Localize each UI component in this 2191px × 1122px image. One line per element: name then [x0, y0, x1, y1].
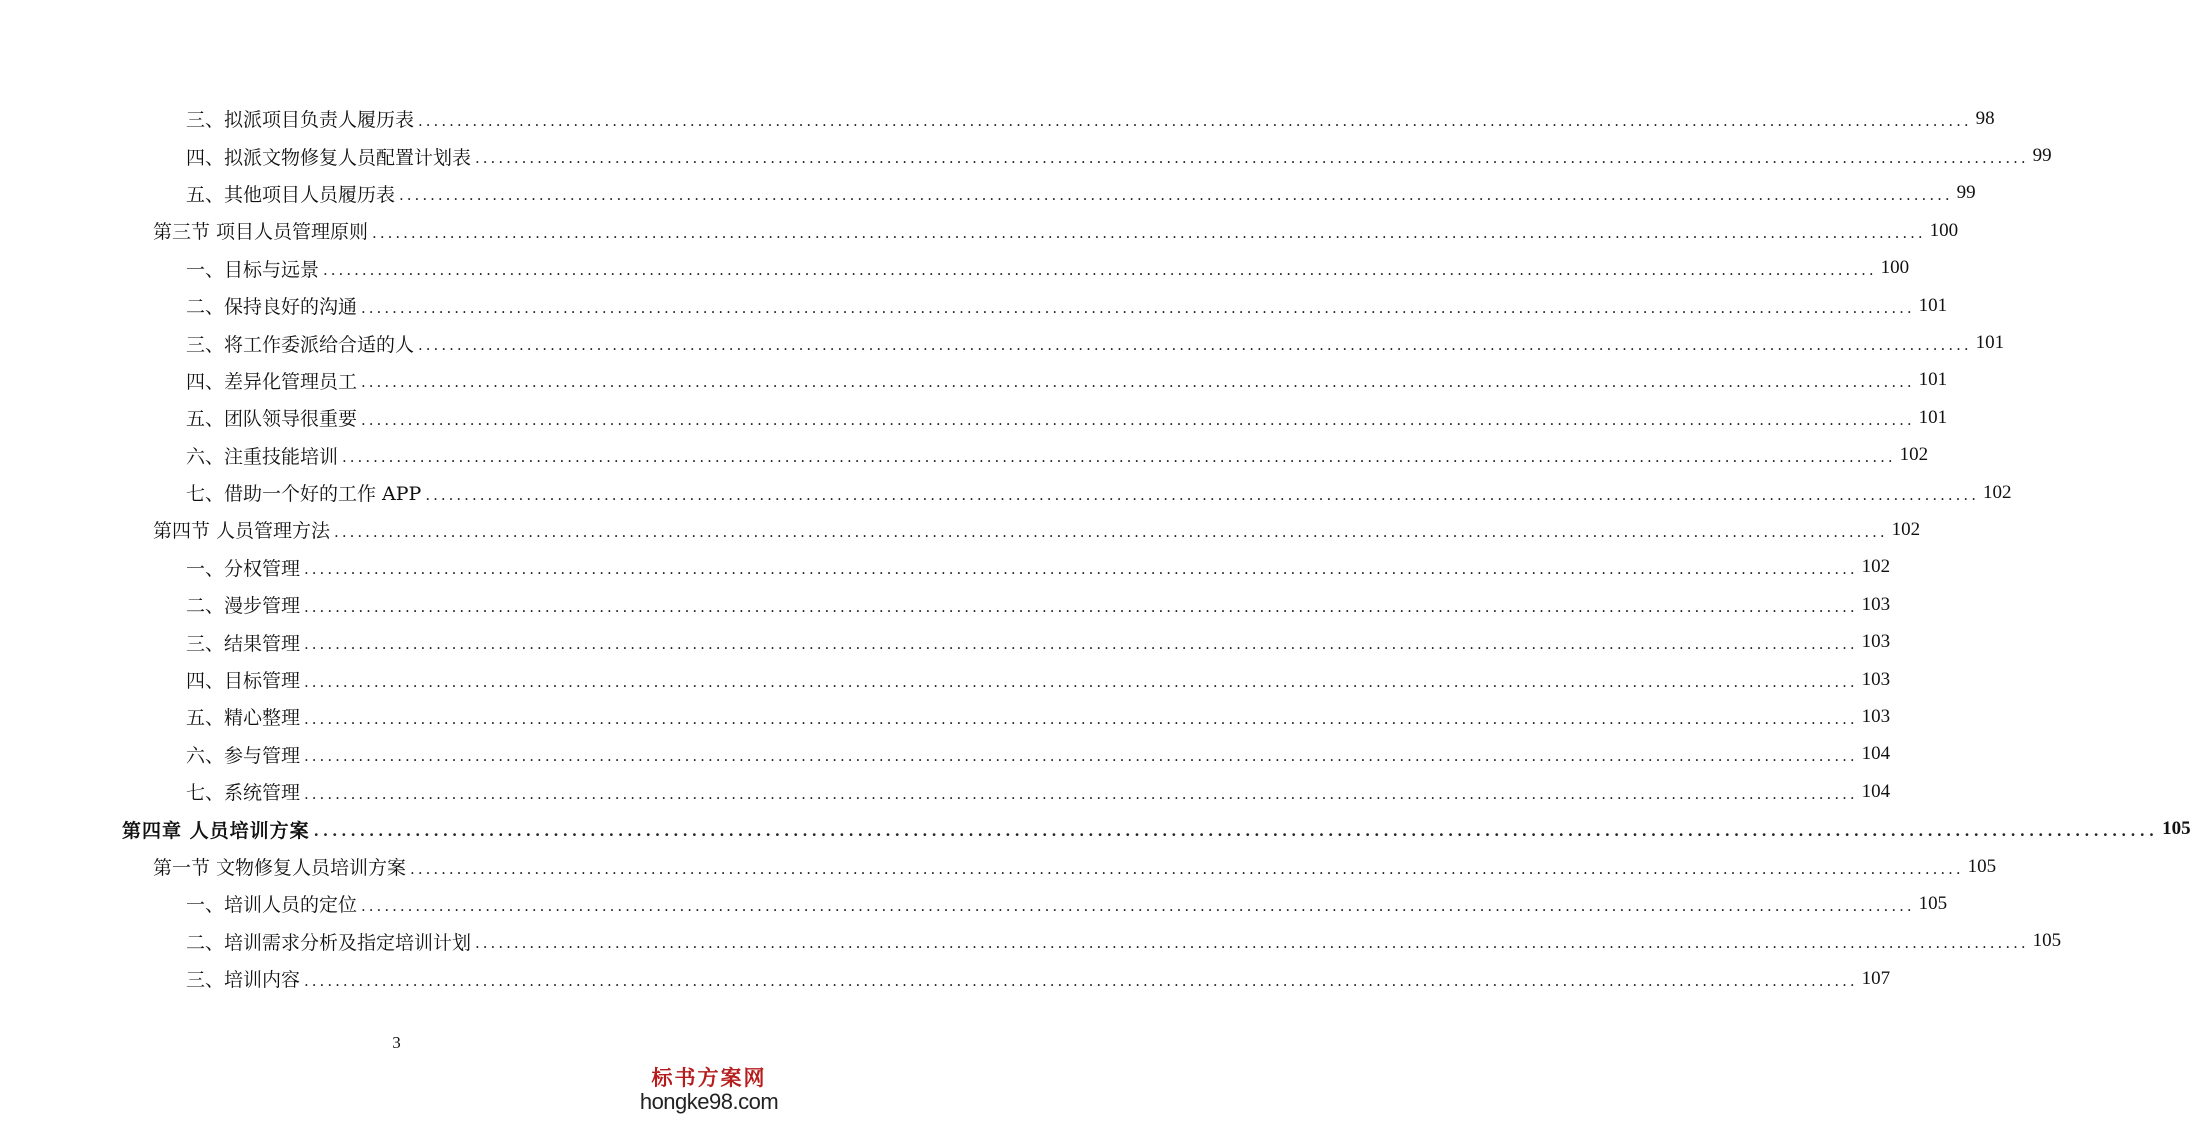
toc-entry-page: 103 — [1861, 593, 1891, 615]
toc-dot-leader: ........................................................................................................................................................................................................ — [334, 522, 1888, 541]
toc-entry-page: 105 — [1918, 892, 1948, 914]
toc-dot-leader: ........................................................................................................................................................................................................ — [313, 822, 2159, 841]
toc-entry-label: 一、分权管理 — [186, 554, 304, 581]
toc-entry-chapter — [0, 810, 2191, 847]
toc-dot-leader: ........................................................................................................................................................................................................ — [361, 410, 1915, 429]
toc-entry-label: 第一节 文物修复人员培训方案 — [153, 853, 410, 880]
toc-dot-leader: ........................................................................................................................................................................................................ — [304, 560, 1858, 579]
toc-entry-label: 三、结果管理 — [186, 629, 304, 656]
toc-dot-leader: ........................................................................................................................................................................................................ — [361, 298, 1915, 317]
watermark-url: hongke98.com — [639, 1089, 779, 1114]
toc-entry-item — [0, 287, 1948, 324]
toc-entry-page: 102 — [1982, 481, 2012, 503]
toc-entry-label: 二、保持良好的沟通 — [186, 292, 361, 319]
toc-dot-leader: ........................................................................................................................................................................................................ — [418, 111, 1972, 130]
toc-entry-page: 105 — [1967, 855, 1997, 877]
toc-entry-page: 102 — [1861, 556, 1891, 578]
toc-entry-page: 98 — [1975, 107, 1995, 129]
toc-entry-page: 105 — [2162, 818, 2191, 840]
toc-dot-leader: ........................................................................................................................................................................................................ — [304, 709, 1858, 728]
toc-dot-leader: ........................................................................................................................................................................................................ — [323, 261, 1877, 280]
watermark-name: 标书方案网 — [651, 1065, 767, 1090]
toc-entry-page: 101 — [1918, 406, 1948, 428]
toc-entry-label: 三、拟派项目负责人履历表 — [186, 105, 418, 132]
toc-dot-leader: ........................................................................................................................................................................................................ — [418, 336, 1972, 355]
toc-entry-label: 七、借助一个好的工作 APP — [186, 479, 425, 506]
toc-entry-page: 100 — [1929, 219, 1959, 241]
toc-entry-page: 101 — [1918, 369, 1948, 391]
toc-entry-page: 104 — [1861, 743, 1891, 765]
toc-dot-leader: ........................................................................................................................................................................................................ — [410, 859, 1964, 878]
toc-entry-label: 二、漫步管理 — [186, 591, 304, 618]
toc-dot-leader: ........................................................................................................................................................................................................ — [425, 485, 1979, 504]
toc-entry-label: 三、培训内容 — [186, 965, 304, 992]
toc-entry-page: 103 — [1861, 668, 1891, 690]
table-of-contents — [0, 100, 2191, 997]
toc-entry-page: 107 — [1861, 967, 1891, 989]
toc-entry-item — [0, 623, 1891, 660]
toc-entry-page: 103 — [1861, 631, 1891, 653]
toc-entry-label: 六、注重技能培训 — [186, 442, 342, 469]
toc-entry-item — [0, 549, 1891, 586]
toc-dot-leader: ........................................................................................................................................................................................................ — [304, 635, 1858, 654]
toc-entry-page: 104 — [1861, 780, 1891, 802]
toc-dot-leader: ........................................................................................................................................................................................................ — [475, 934, 2029, 953]
toc-dot-leader: ........................................................................................................................................................................................................ — [304, 784, 1858, 803]
toc-entry-label: 六、参与管理 — [186, 741, 304, 768]
toc-entry-label: 五、其他项目人员履历表 — [186, 180, 399, 207]
toc-entry-page: 101 — [1918, 294, 1948, 316]
watermark-logo — [639, 1066, 779, 1114]
toc-entry-page: 100 — [1880, 257, 1910, 279]
toc-entry-label: 第三节 项目人员管理原则 — [153, 217, 372, 244]
toc-entry-item — [0, 661, 1891, 698]
toc-dot-leader: ........................................................................................................................................................................................................ — [304, 597, 1858, 616]
toc-entry-label: 七、系统管理 — [186, 778, 304, 805]
toc-entry-item — [0, 250, 1910, 287]
toc-entry-item — [0, 175, 1976, 212]
toc-entry-item — [0, 586, 1891, 623]
toc-entry-section — [0, 848, 1997, 885]
toc-entry-label: 二、培训需求分析及指定培训计划 — [186, 928, 475, 955]
toc-entry-label: 第四节 人员管理方法 — [153, 516, 334, 543]
toc-entry-item — [0, 923, 2062, 960]
toc-entry-item — [0, 474, 2012, 511]
toc-dot-leader: ........................................................................................................................................................................................................ — [304, 971, 1858, 990]
toc-dot-leader: ........................................................................................................................................................................................................ — [342, 448, 1896, 467]
toc-dot-leader: ........................................................................................................................................................................................................ — [399, 186, 1953, 205]
toc-entry-section — [0, 212, 1959, 249]
toc-dot-leader: ........................................................................................................................................................................................................ — [372, 223, 1926, 242]
toc-entry-label: 一、目标与远景 — [186, 255, 323, 282]
toc-dot-leader: ........................................................................................................................................................................................................ — [304, 747, 1858, 766]
toc-entry-item — [0, 698, 1891, 735]
toc-entry-label: 四、目标管理 — [186, 666, 304, 693]
toc-dot-leader: ........................................................................................................................................................................................................ — [361, 896, 1915, 915]
toc-entry-item — [0, 736, 1891, 773]
toc-entry-item — [0, 100, 1995, 137]
toc-entry-label: 三、将工作委派给合适的人 — [186, 330, 418, 357]
toc-entry-item — [0, 362, 1948, 399]
toc-entry-page: 105 — [2032, 930, 2062, 952]
toc-entry-item — [0, 960, 1891, 997]
toc-entry-label: 一、培训人员的定位 — [186, 890, 361, 917]
page-number: 3 — [392, 1033, 401, 1052]
toc-entry-label: 四、拟派文物修复人员配置计划表 — [186, 143, 475, 170]
toc-entry-page: 103 — [1861, 705, 1891, 727]
toc-entry-item — [0, 324, 2005, 361]
toc-entry-page: 102 — [1891, 518, 1921, 540]
toc-dot-leader: ........................................................................................................................................................................................................ — [304, 672, 1858, 691]
toc-entry-item — [0, 773, 1891, 810]
toc-entry-item — [0, 399, 1948, 436]
toc-entry-page: 101 — [1975, 332, 2005, 354]
toc-entry-page: 99 — [1956, 182, 1976, 204]
toc-entry-section — [0, 511, 1921, 548]
toc-entry-item — [0, 885, 1948, 922]
toc-entry-item — [0, 137, 2052, 174]
toc-entry-page: 102 — [1899, 444, 1929, 466]
toc-entry-label: 四、差异化管理员工 — [186, 367, 361, 394]
toc-entry-label: 五、团队领导很重要 — [186, 404, 361, 431]
toc-entry-page: 99 — [2032, 145, 2052, 167]
toc-entry-label: 五、精心整理 — [186, 703, 304, 730]
toc-entry-label: 第四章 人员培训方案 — [122, 816, 314, 843]
toc-entry-item — [0, 437, 1929, 474]
toc-dot-leader: ........................................................................................................................................................................................................ — [475, 149, 2029, 168]
toc-dot-leader: ........................................................................................................................................................................................................ — [361, 373, 1915, 392]
